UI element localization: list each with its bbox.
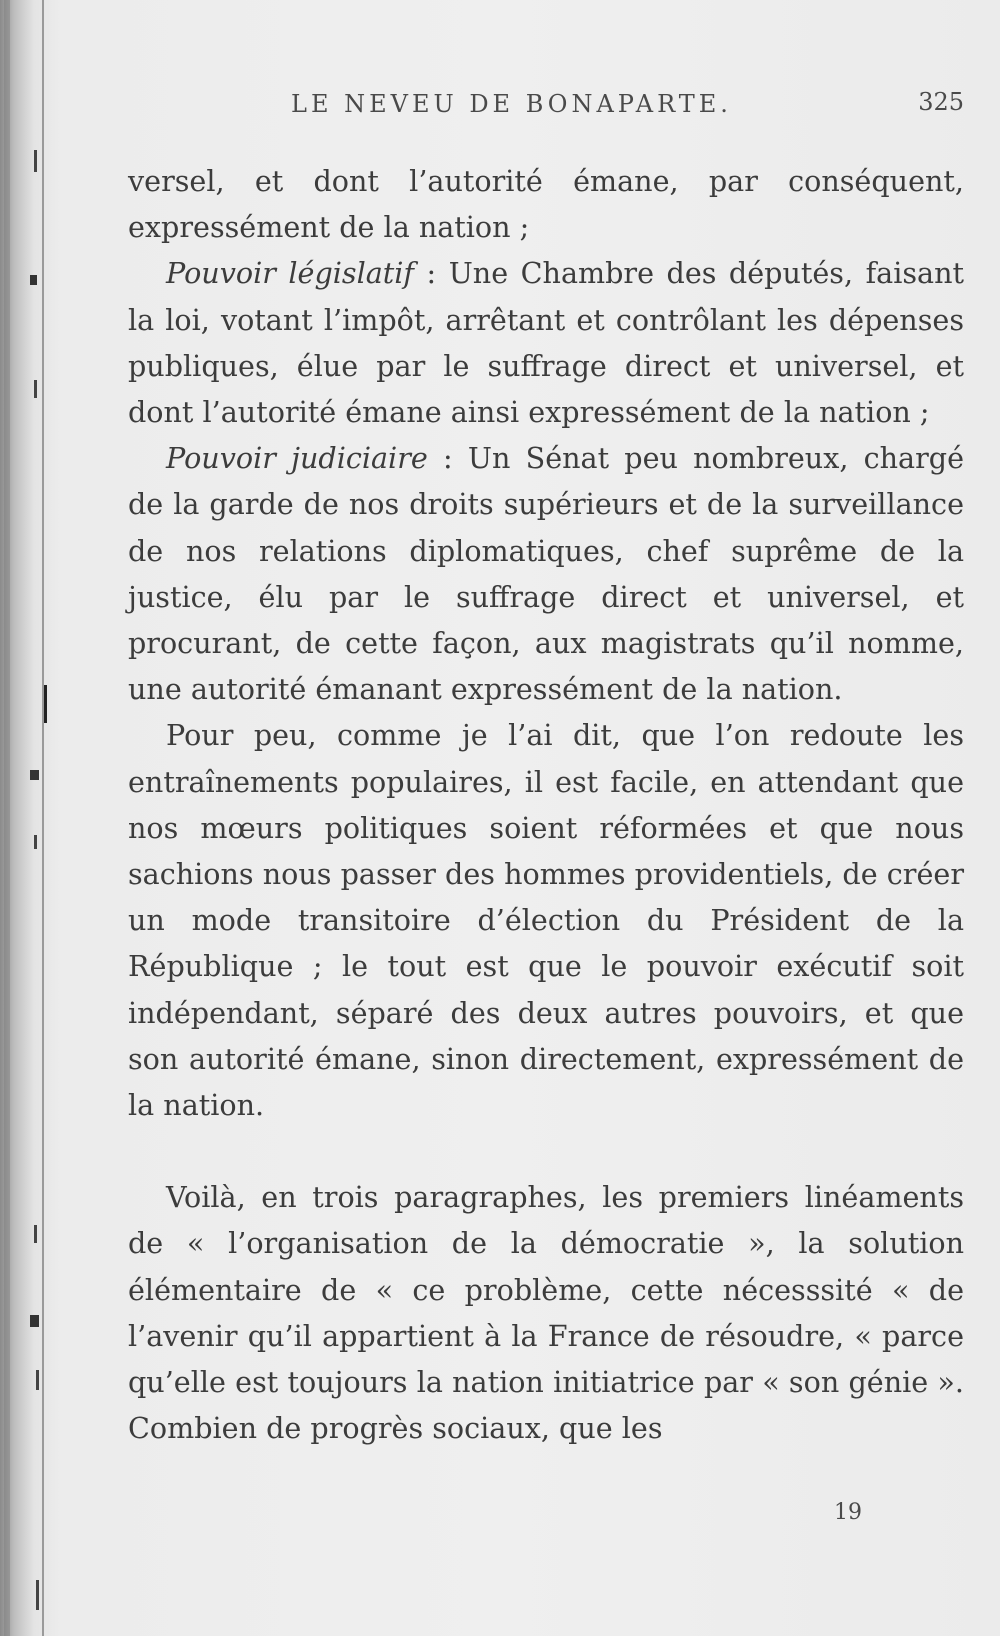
page-number: 325 <box>918 88 964 116</box>
section-spacer <box>128 1128 964 1174</box>
signature-mark: 19 <box>834 1500 862 1525</box>
legislative-power-label: Pouvoir législatif <box>166 256 415 291</box>
page-header <box>128 86 964 130</box>
paragraph-judicial-power <box>128 435 964 712</box>
judicial-power-label: Pouvoir judiciaire <box>166 441 428 476</box>
judicial-power-text: : Un Sénat peu nombreux, chargé de la garde de nos droits supérieurs et de la surveillance de nos relations diplomatiques, chef suprême de la justice, élu par le suffrage direct et universel, et procurant, de cette façon, aux magistrats qu’il nomme, une autorité émanant expressément de la nation. <box>128 441 965 707</box>
body-text <box>128 158 964 1451</box>
legislative-power-text: : Une Chambre des députés, faisant la loi, votant l’impôt, arrêtant et contrôlant les dépenses publiques, élue par le suffrage direct et universel, et dont l’autorité émane ainsi expressément de la nation ; <box>128 256 964 430</box>
page-edge-marks <box>0 0 48 1636</box>
paragraph-legislative-power <box>128 250 964 435</box>
running-head: LE NEVEU DE BONAPARTE. <box>291 90 732 118</box>
page-footer <box>128 1500 964 1540</box>
paragraph-summary: Voilà, en trois paragraphes, les premiers linéaments de « l’organisation de la démocratie », la solution élémentaire de « ce problème, cette nécesssité « de l’avenir qu’il appartient à la France de résoudre, « parce qu’elle est toujours la nation initiatrice par « son génie ». Combien de progrès sociaux, que les <box>128 1180 964 1446</box>
paragraph-continuation: versel, et dont l’autorité émane, par conséquent, expressément de la nation ; <box>128 164 964 245</box>
paragraph-transitional-election: Pour peu, comme je l’ai dit, que l’on redoute les entraînements populaires, il est facile, en attendant que nos mœurs politiques soient réformées et que nous sachions nous passer des hommes providentiels, de créer un mode transitoire d’élection du Président de la République ; le tout est que le pouvoir exécutif soit indépendant, séparé des deux autres pouvoirs, et que son autorité émane, sinon directement, expressément de la nation. <box>128 718 964 1123</box>
